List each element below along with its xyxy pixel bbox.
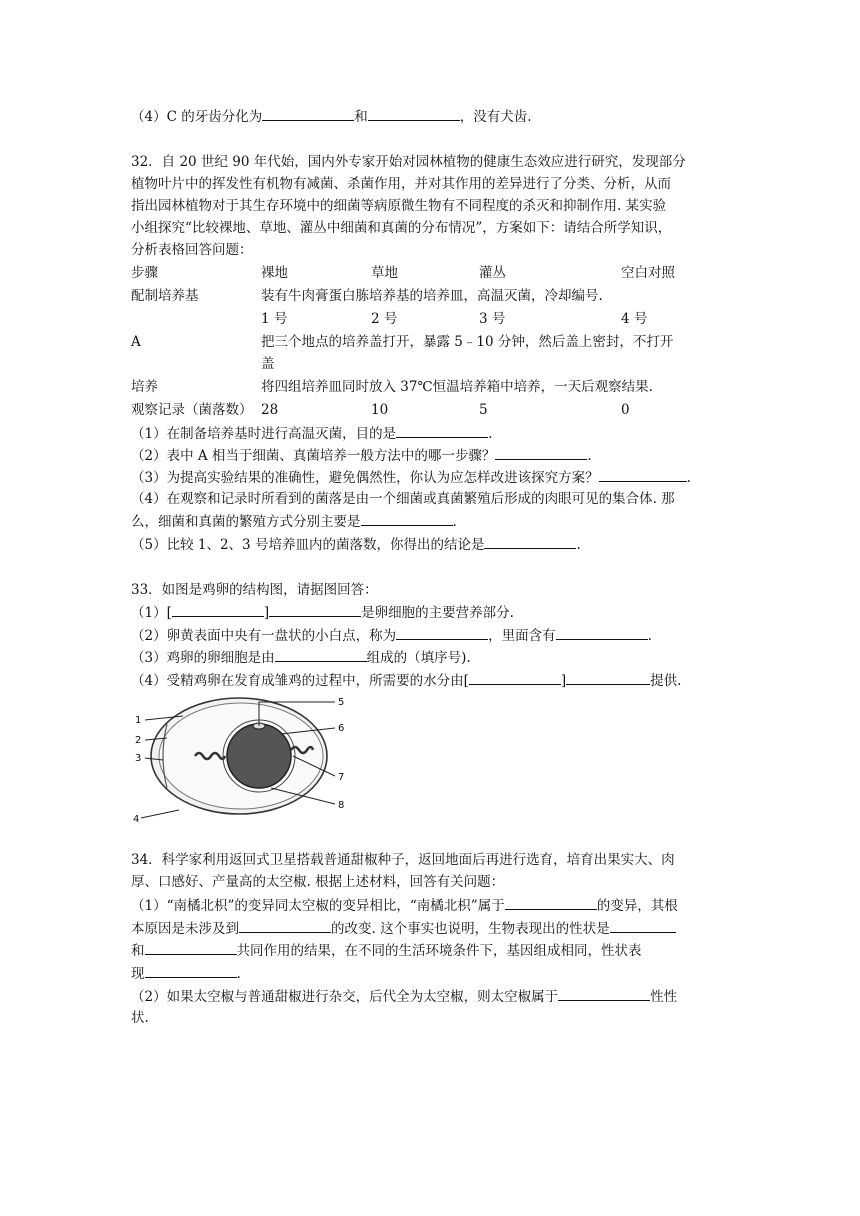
figure-label: 4 [133,814,140,825]
row-text: 装有牛肉膏蛋白胨培养基的培养皿，高温灭菌，冷却编号. [261,288,603,304]
answer-blank[interactable] [361,511,453,526]
answer-blank[interactable] [145,963,237,978]
q32-intro-line: 32．自 20 世纪 90 年代始，国内外专家开始对园林植物的健康生态效应进行研究，发现部分 [131,154,686,170]
answer-blank[interactable] [172,602,264,617]
answer-blank[interactable] [239,918,331,933]
question-text: 本原因是未涉及到 [131,921,239,937]
figure-label: 8 [338,800,345,811]
q31-item4-text: （4）C 的牙齿分化为 [131,109,263,125]
question-text: 性性 [650,989,678,1005]
table-header: 灌丛 [479,265,506,281]
colony-count: 28 [261,402,279,418]
row-label: 观察记录（菌落数） [131,402,253,418]
figure-label: 2 [135,735,142,746]
answer-blank[interactable] [262,106,354,121]
question-text: （3）为提高实验结果的准确性，避免偶然性，你认为应怎样改进该探究方案？ [131,470,599,486]
figure-label: 7 [338,772,345,783]
q33-sub3 [131,647,471,668]
colony-count: 5 [479,402,488,418]
answer-blank[interactable] [558,986,650,1001]
question-text: . [647,628,652,644]
answer-blank[interactable] [269,602,361,617]
question-text: . [488,426,493,442]
answer-blank[interactable] [495,445,587,460]
question-text: （1）[ [131,605,172,621]
q32-intro-line: 植物叶片中的挥发性有机物有减菌、杀菌作用，并对其作用的差异进行了分类、分析，从而 [131,176,671,192]
dish-number: 4 号 [621,311,648,327]
table-header: 裸地 [261,265,288,281]
question-text: （2）如果太空椒与普通甜椒进行杂交，后代全为太空椒，则太空椒属于 [131,989,559,1005]
row-label: A [131,334,141,350]
question-text: 和 [131,943,145,959]
q34-sub1 [131,895,678,916]
row-text: 将四组培养皿同时放入 37℃恒温培养箱中培养，一天后观察结果. [261,379,653,395]
colony-count: 10 [371,402,389,418]
question-text: . [452,514,457,530]
q33-sub4 [131,670,681,691]
q32-sub5 [131,534,581,555]
q32-sub4-cont [131,511,457,532]
answer-blank[interactable] [396,423,488,438]
q32-sub1 [131,423,492,444]
question-text: 么，细菌和真菌的繁殖方式分别主要是 [131,514,361,530]
row-text: 盖 [261,356,275,372]
question-text: . [576,537,581,553]
q32-intro-line: 小组探究“比较裸地、草地、灌丛中细菌和真菌的分布情况”，方案如下：请结合所学知识， [131,220,672,236]
row-label: 配制培养基 [131,288,199,304]
q32-intro-line: 指出园林植物对于其生存环境中的细菌等病原微生物有不同程度的杀灭和抑制作用. 某实验 [131,198,667,214]
table-header: 步骤 [131,265,158,281]
question-text: （1）“南橘北枳”的变异同太空椒的变异相比，“南橘北枳”属于 [131,898,505,914]
answer-blank[interactable] [610,918,676,933]
answer-blank[interactable] [599,467,687,482]
dish-number: 3 号 [479,311,506,327]
q33-sub2 [131,625,652,646]
question-text: （3）鸡卵的卵细胞是由 [131,650,275,666]
answer-blank[interactable] [368,106,460,121]
q34-intro: 34．科学家利用返回式卫星搭载普通甜椒种子，返回地面后再进行选育，培育出果实大、肉 [131,852,675,868]
q31-item4 [131,106,532,127]
q34-sub1-cont [131,963,241,984]
q34-intro: 厚、口感好、产量高的太空椒. 根据上述材料，回答有关问题： [131,874,505,890]
answer-blank[interactable] [396,625,488,640]
q32-sub2 [131,445,592,466]
question-text: . [686,470,691,486]
q31-item4-post: ，没有犬齿. [459,109,532,125]
question-text: （4）受精鸡卵在发育成雏鸡的过程中，所需要的水分由[ [131,673,469,689]
question-text: . [587,448,592,464]
question-text: （1）在制备培养基时进行高温灭菌，目的是 [131,426,397,442]
q34-sub1-cont [131,918,676,939]
answer-blank[interactable] [484,534,576,549]
question-text: （5）比较 1、2、3 号培养皿内的菌落数，你得出的结论是 [131,537,485,553]
figure-label: 1 [135,715,142,726]
q31-item4-mid: 和 [354,109,368,125]
dish-number: 1 号 [261,311,288,327]
q33-sub1 [131,602,514,623]
question-text: （2）卵黄表面中央有一盘状的小白点，称为 [131,628,397,644]
egg-structure-diagram [131,690,351,826]
question-text: 的改变. 这个事实也说明，生物表现出的性状是 [331,921,610,937]
row-label: 培养 [131,379,158,395]
answer-blank[interactable] [145,940,237,955]
question-text: 组成的（填序号). [366,650,471,666]
table-header: 草地 [371,265,398,281]
answer-blank[interactable] [556,625,648,640]
question-text: ] [560,673,567,689]
dish-number: 2 号 [371,311,398,327]
question-text: 提供. [650,673,682,689]
question-text: 是卵细胞的主要营养部分. [361,605,514,621]
answer-blank[interactable] [275,647,367,662]
question-text: （2）表中 A 相当于细菌、真菌培养一般方法中的哪一步骤？ [131,448,496,464]
question-text: . [236,966,241,982]
q32-sub3 [131,467,691,488]
q34-sub2 [131,986,677,1007]
table-header: 空白对照 [621,265,675,281]
figure-label: 5 [338,697,345,708]
answer-blank[interactable] [505,895,597,910]
question-text: 的变异，其根 [596,898,678,914]
answer-blank[interactable] [566,670,650,685]
question-text: 共同作用的结果，在不同的生活环境条件下，基因组成相同，性状表 [236,943,642,959]
answer-blank[interactable] [469,670,561,685]
question-text: ] [263,605,270,621]
question-text: ，里面含有 [488,628,556,644]
question-text: 现 [131,966,145,982]
q34-sub2-cont: 状. [131,1010,149,1026]
colony-count: 0 [621,402,630,418]
q32-intro-line: 分析表格回答问题： [131,242,253,258]
q32-sub4: （4）在观察和记录时所看到的菌落是由一个细菌或真菌繁殖后形成的肉眼可见的集合体. 那 [131,491,675,507]
row-text: 把三个地点的培养盖打开，暴露 5﹣10 分钟，然后盖上密封，不打开 [261,334,674,350]
q33-intro: 33．如图是鸡卵的结构图，请据图回答： [131,582,378,598]
figure-label: 6 [338,723,345,734]
figure-label: 3 [135,753,142,764]
q34-sub1-cont [131,940,642,961]
